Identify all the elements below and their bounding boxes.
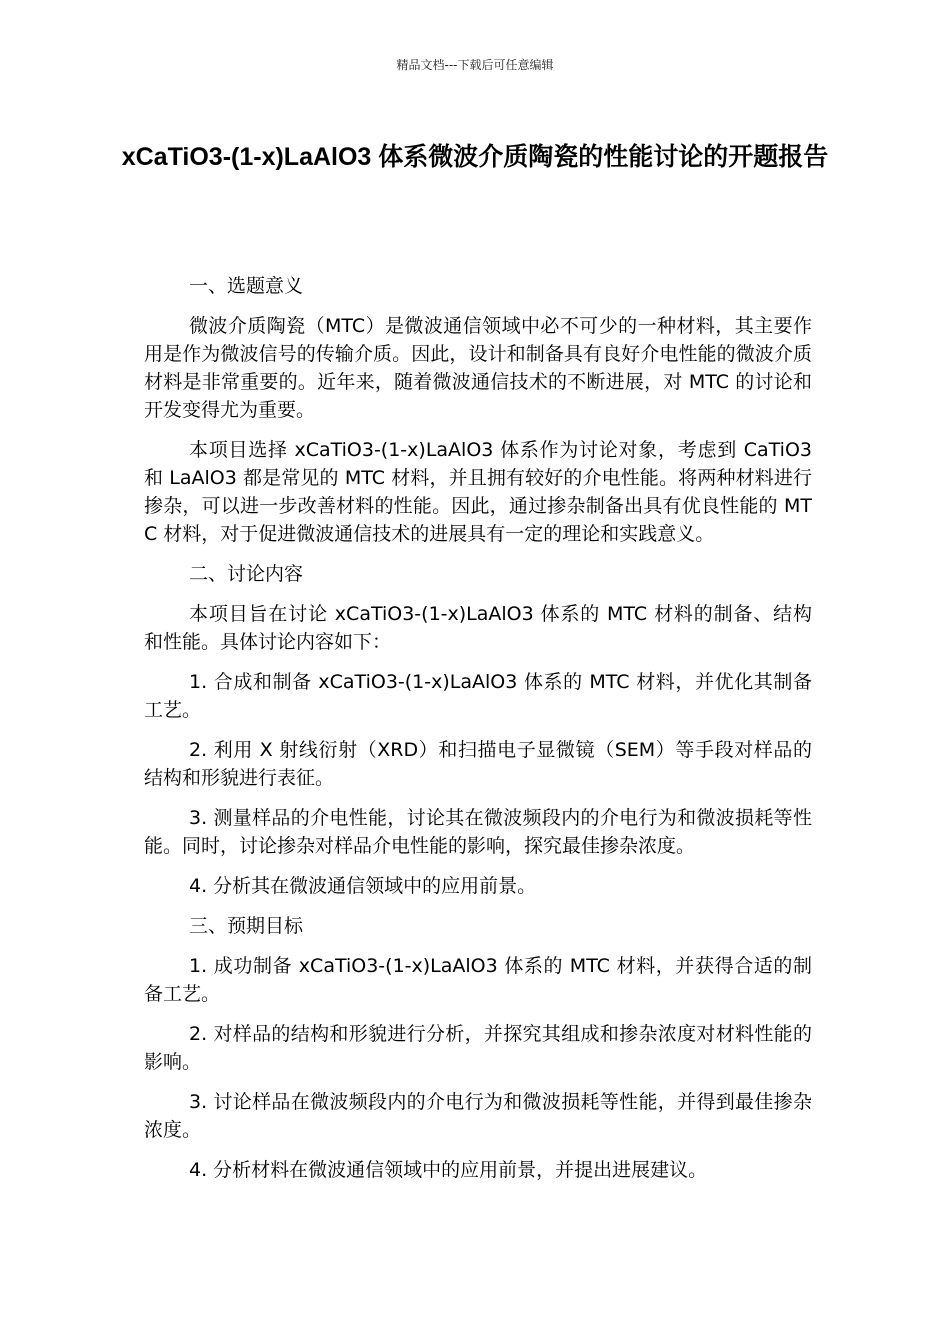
list-item: 1. 合成和制备 xCaTiO3-(1-x)LaAlO3 体系的 MTC 材料，并优化其制备工艺。: [144, 671, 812, 721]
paragraph: 本项目旨在讨论 xCaTiO3-(1-x)LaAlO3 体系的 MTC 材料的制备、结构和性能。具体讨论内容如下：: [144, 603, 812, 653]
list-item: 2. 利用 X 射线衍射（XRD）和扫描电子显微镜（SEM）等手段对样品的结构和形貌进行表征。: [144, 739, 812, 789]
document-title: xCaTiO3-(1-x)LaAlO3 体系微波介质陶瓷的性能讨论的开题报告: [121, 143, 829, 171]
list-item: 4. 分析材料在微波通信领域中的应用前景，并提出进展建议。: [189, 1159, 708, 1181]
list-item: 2. 对样品的结构和形貌进行分析，并探究其组成和掺杂浓度对材料性能的影响。: [144, 1023, 812, 1073]
list-item: 1. 成功制备 xCaTiO3-(1-x)LaAlO3 体系的 MTC 材料，并获得合适的制备工艺。: [144, 955, 812, 1005]
section-heading: 三、预期目标: [189, 915, 304, 937]
paragraph: 本项目选择 xCaTiO3-(1-x)LaAlO3 体系作为讨论对象，考虑到 CaTiO3 和 LaAlO3 都是常见的 MTC 材料，并且拥有较好的介电性能。将两种材料进行掺杂，可以进一步改善材料的性能。因此，通过掺杂制备出具有优良性能的 MTC 材料，对于促进微波通信技术的进展具有一定的理论和实践意义。: [144, 439, 812, 545]
list-item: 3. 测量样品的介电性能，讨论其在微波频段内的介电行为和微波损耗等性能。同时，讨论掺杂对样品介电性能的影响，探究最佳掺杂浓度。: [144, 807, 812, 857]
header-note: 精品文档---下载后可任意编辑: [396, 58, 554, 72]
section-heading: 一、选题意义: [189, 275, 304, 297]
section-heading: 二、讨论内容: [189, 563, 304, 585]
paragraph: 微波介质陶瓷（MTC）是微波通信领域中必不可少的一种材料，其主要作用是作为微波信号的传输介质。因此，设计和制备具有良好介电性能的微波介质材料是非常重要的。近年来，随着微波通信技术的不断进展，对 MTC 的讨论和开发变得尤为重要。: [144, 315, 812, 421]
list-item: 4. 分析其在微波通信领域中的应用前景。: [189, 875, 537, 897]
document-body: [144, 272, 812, 1196]
list-item: 3. 讨论样品在微波频段内的介电行为和微波损耗等性能，并得到最佳掺杂浓度。: [144, 1091, 812, 1141]
